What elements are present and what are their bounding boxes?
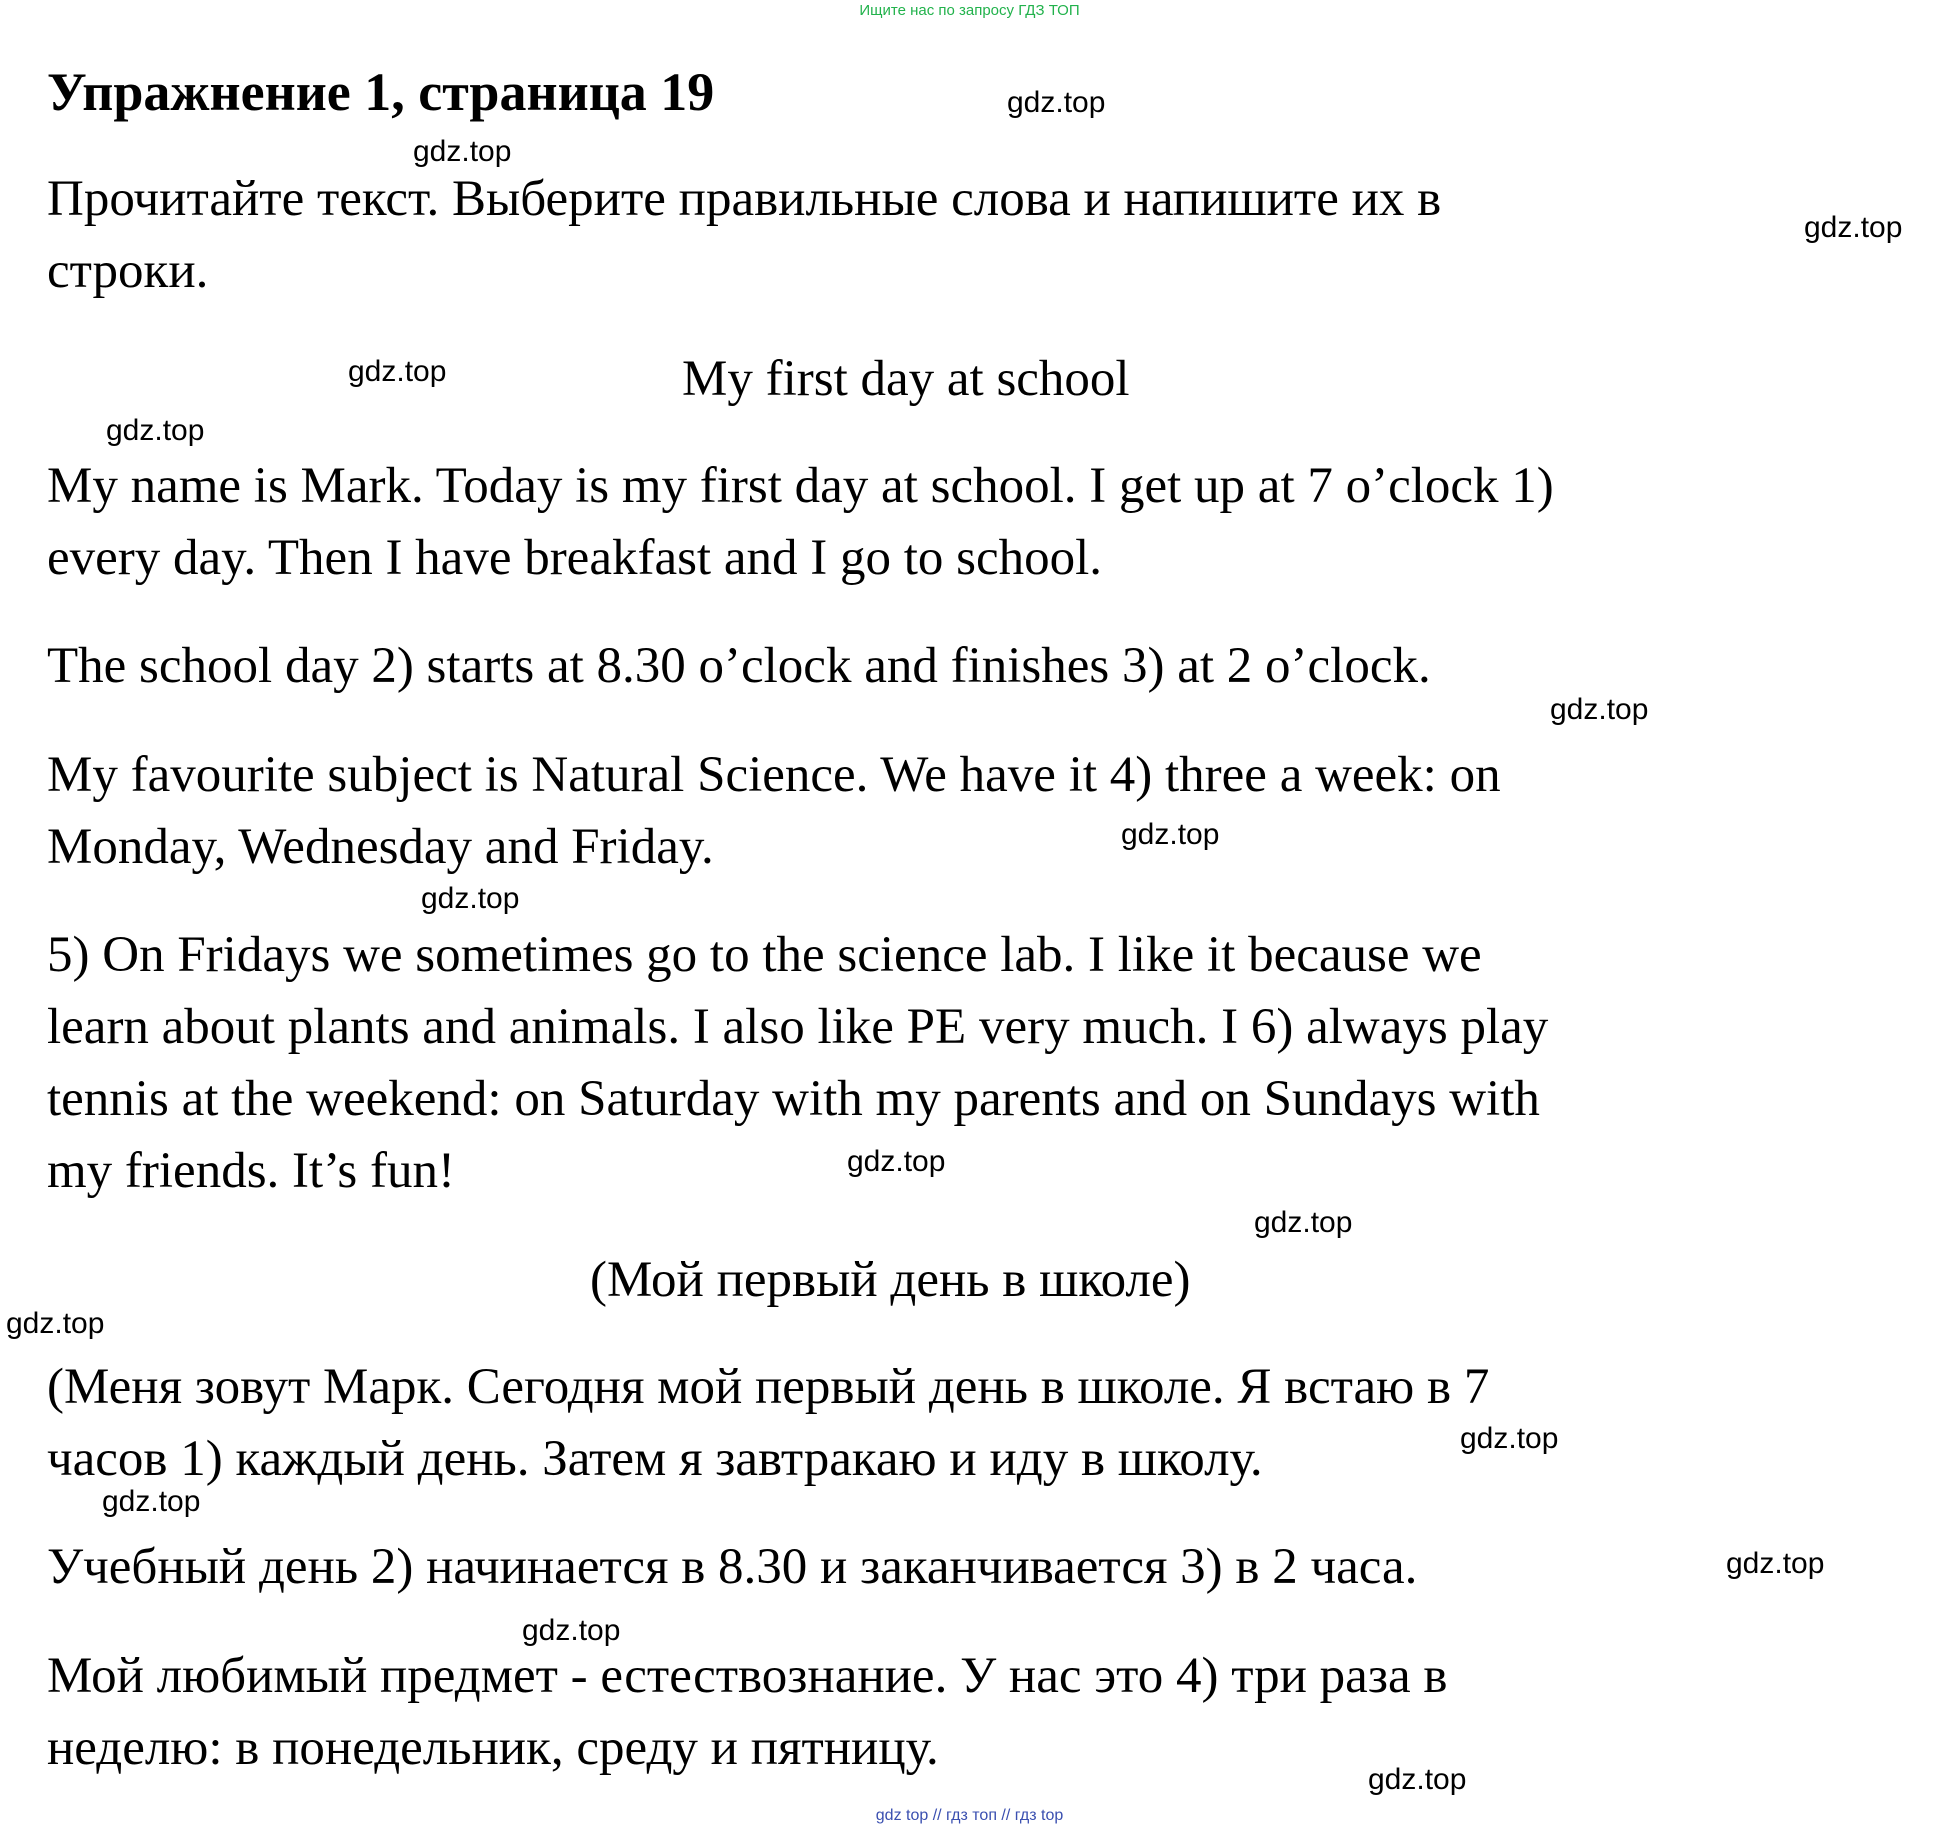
paragraph-line: 5) On Fridays we sometimes go to the science lab. I like it because we [47,927,1482,983]
paragraph-line: My favourite subject is Natural Science. We have it 4) three a week: on [47,747,1501,803]
watermark: gdz.top [6,1307,105,1340]
watermark: gdz.top [1804,211,1903,244]
paragraph-line: Мой любимый предмет - естествознание. У нас это 4) три раза в [47,1648,1448,1704]
watermark: gdz.top [847,1145,946,1178]
watermark: gdz.top [421,882,520,915]
paragraph-line: часов 1) каждый день. Затем я завтракаю и иду в школу. [47,1431,1263,1487]
page-title: Упражнение 1, страница 19 [47,62,715,122]
instruction-line: Прочитайте текст. Выберите правильные слова и напишите их в [47,171,1442,227]
watermark: gdz.top [106,414,205,447]
watermark: gdz.top [348,355,447,388]
english-paragraph-4 [47,919,1867,1207]
paragraph-line: (Меня зовут Марк. Сегодня мой первый день в школе. Я встаю в 7 [47,1359,1490,1415]
paragraph-line: My name is Mark. Today is my first day at school. I get up at 7 o’clock 1) [47,458,1554,514]
paragraph-line: Учебный день 2) начинается в 8.30 и заканчивается 3) в 2 часа. [47,1539,1418,1595]
watermark: gdz.top [1121,818,1220,851]
watermark: gdz.top [1368,1763,1467,1796]
watermark: gdz.top [1550,693,1649,726]
paragraph-line: Monday, Wednesday and Friday. [47,819,714,875]
watermark: gdz.top [1007,86,1106,119]
english-paragraph-1 [47,450,1867,594]
bottom-banner: gdz top // гдз топ // гдз top [875,1807,1064,1824]
instruction-text [47,163,1867,307]
russian-paragraph-2 [47,1531,1867,1603]
watermark: gdz.top [102,1485,201,1518]
english-paragraph-2 [47,630,1867,702]
watermark: gdz.top [413,135,512,168]
paragraph-line: неделю: в понедельник, среду и пятницу. [47,1720,939,1776]
english-heading: My first day at school [682,351,1130,407]
russian-paragraph-3 [47,1640,1867,1784]
paragraph-line: every day. Then I have breakfast and I go to school. [47,530,1103,586]
watermark: gdz.top [1726,1547,1825,1580]
instruction-line: строки. [47,243,209,299]
paragraph-line: tennis at the weekend: on Saturday with my parents and on Sundays with [47,1071,1540,1127]
english-paragraph-3 [47,739,1867,883]
watermark: gdz.top [1460,1422,1559,1455]
top-banner: Ищите нас по запросу ГДЗ ТОП [859,2,1080,19]
watermark: gdz.top [1254,1206,1353,1239]
russian-heading: (Мой первый день в школе) [590,1252,1191,1308]
paragraph-line: learn about plants and animals. I also like PE very much. I 6) always play [47,999,1549,1055]
paragraph-line: The school day 2) starts at 8.30 o’clock and finishes 3) at 2 o’clock. [47,638,1431,694]
watermark: gdz.top [522,1614,621,1647]
russian-paragraph-1 [47,1351,1867,1495]
paragraph-line: my friends. It’s fun! [47,1143,455,1199]
